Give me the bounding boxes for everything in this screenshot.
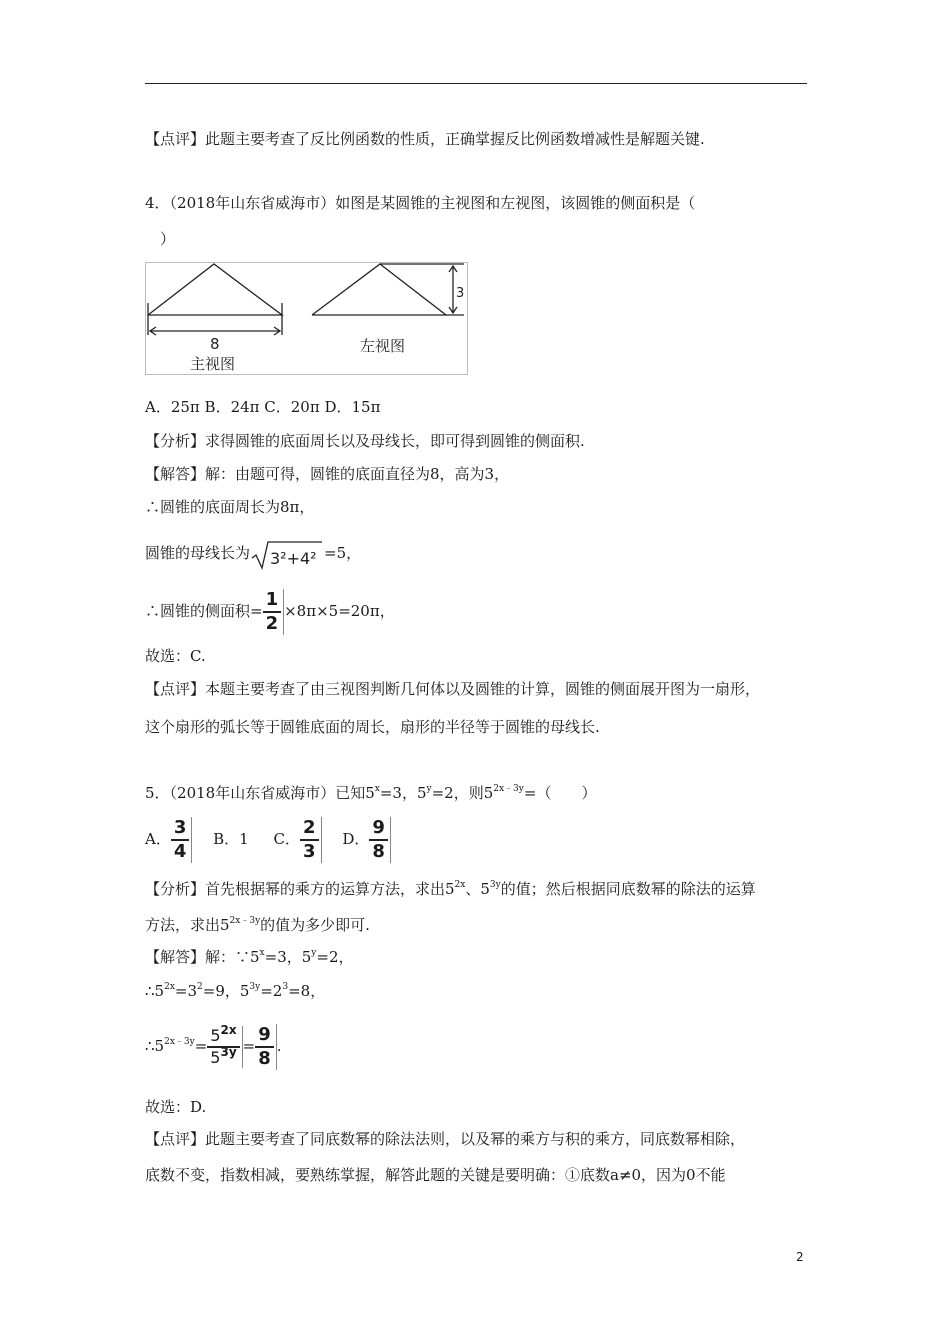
- q5-stem-sup1: x: [374, 784, 380, 794]
- q5-answer-l1-suffix: =2，: [316, 948, 354, 966]
- q5-analysis-l1-prefix: 【分析】首先根据幂的乘方的运算方法，求出5: [145, 880, 455, 898]
- q5-answer-l2-sup4: 3: [282, 982, 289, 992]
- side-view-label: 左视图: [360, 337, 406, 355]
- power-quotient-den: [207, 1044, 239, 1068]
- option-c-label: C．: [273, 830, 300, 848]
- q5-answer-l3-a: ∴5: [145, 1037, 165, 1055]
- q4-answer-line2: ∴圆锥的底面周长为8π，: [145, 498, 315, 516]
- q5-answer-l2-c: =9，5: [202, 982, 250, 1000]
- option-a-den: 4: [173, 840, 187, 862]
- q5-answer-l2-b: =3: [174, 982, 198, 1000]
- side-dim-label: 3: [456, 286, 465, 301]
- option-c-den: 3: [303, 840, 316, 862]
- q5-answer-l2-sup1: 2x: [164, 982, 175, 992]
- q5-analysis-line2: [145, 914, 370, 936]
- result-den: 8: [258, 1047, 271, 1069]
- q5-answer-line2: [145, 980, 325, 1002]
- q5-analysis-line1: [145, 878, 756, 900]
- cone-views-diagram: [146, 263, 467, 374]
- front-view: [148, 264, 282, 335]
- q4-figure: [145, 262, 468, 375]
- lateral-area-prefix: ∴圆锥的侧面积=: [145, 602, 263, 620]
- sqrt-radicand: 3²+4²: [270, 548, 317, 568]
- q5-answer-l1-mid: =3，5: [264, 948, 312, 966]
- q4-stem-line1: 4．（2018年山东省威海市）如图是某圆锥的主视图和左视图，该圆锥的侧面积是（: [145, 194, 696, 212]
- q5-comment-line2: 底数不变，指数相减，要熟练掌握，解答此题的关键是要明确：①底数a≠0，因为0不能: [145, 1166, 726, 1184]
- q5-comment-line1: 【点评】此题主要考查了同底数幂的除法法则，以及幂的乘方与积的乘方，同底数幂相除，: [145, 1130, 746, 1148]
- q5-analysis-l1-sup2: 3y: [489, 880, 501, 890]
- q5-stem-mid1: =3，5: [379, 784, 427, 802]
- q5-answer-l3-c: =: [242, 1037, 256, 1055]
- option-c-num: 2: [303, 817, 316, 839]
- option-a-num: 3: [173, 817, 187, 839]
- q4-comment-line1: 【点评】本题主要考查了由三视图判断几何体以及圆锥的计算，圆锥的侧面展开图为一扇形，: [145, 680, 761, 698]
- q5-answer-l2-e: =8，: [288, 982, 326, 1000]
- q5-answer-l1-sup2: y: [311, 948, 317, 958]
- sqrt-sign: [250, 540, 324, 570]
- option-d-den: 8: [372, 840, 385, 862]
- q5-choice: 故选：D.: [145, 1098, 207, 1116]
- option-c-fraction: [300, 817, 322, 863]
- q4-answer-line4: [145, 588, 395, 635]
- q5-answer-l2-d: =2: [260, 982, 283, 1000]
- q4-answer-line1: 【解答】解：由题可得，圆锥的底面直径为8，高为3，: [145, 465, 510, 483]
- q5-answer-l1-sup1: x: [259, 948, 265, 958]
- page-number: 2: [796, 1250, 804, 1264]
- q4-answer-line3: [145, 538, 361, 570]
- power-quotient-fraction: [207, 1023, 242, 1068]
- power-num-base: 5: [210, 1026, 221, 1046]
- q5-stem-prefix: 5．（2018年山东省威海市）已知5: [145, 784, 375, 802]
- q5-answer-l1-prefix: 【解答】解：∵5: [145, 948, 260, 966]
- q4-analysis: 【分析】求得圆锥的底面周长以及母线长，即可得到圆锥的侧面积.: [145, 432, 585, 450]
- power-num-exp: 2x: [220, 1023, 237, 1038]
- power-den-base: 5: [210, 1047, 221, 1067]
- q5-analysis-l2-sup: 2x﹣3y: [229, 916, 261, 926]
- q5-answer-line1: [145, 946, 354, 968]
- option-d-fraction: [369, 817, 391, 863]
- q5-stem-sup2: y: [426, 784, 432, 794]
- q5-answer-l3-sup: 2x﹣3y: [164, 1037, 195, 1047]
- q5-answer-l3-end: .: [276, 1037, 282, 1055]
- q5-stem-sup3: 2x﹣3y: [493, 784, 524, 794]
- q5-stem-mid2: =2，则5: [431, 784, 494, 802]
- q5-options: [145, 816, 391, 863]
- result-fraction: [255, 1024, 277, 1070]
- option-b: B．1: [213, 830, 249, 848]
- q5-analysis-l1-suffix: 的值；然后根据同底数幂的除法的运算: [500, 880, 756, 898]
- slant-height-prefix: 圆锥的母线长为: [145, 544, 251, 562]
- option-d-label: D．: [342, 830, 370, 848]
- q5-analysis-l2-prefix: 方法，求出5: [145, 916, 230, 934]
- slant-height-suffix: =5，: [324, 544, 362, 562]
- power-quotient-num: [207, 1023, 239, 1046]
- front-dim-label: 8: [210, 335, 220, 353]
- q5-answer-l2-a: ∴5: [145, 982, 165, 1000]
- side-view: [312, 264, 464, 315]
- front-view-label: 主视图: [190, 355, 236, 373]
- q4-comment-line2: 这个扇形的弧长等于圆锥底面的周长，扇形的半径等于圆锥的母线长.: [145, 718, 600, 736]
- q5-answer-l2-sup3: 3y: [249, 982, 261, 992]
- q5-answer-l2-sup2: 2: [197, 982, 203, 992]
- header-rule: [145, 83, 807, 84]
- q5-stem: [145, 782, 596, 804]
- fraction-denominator: 2: [265, 612, 279, 634]
- q5-analysis-l1-sup1: 2x: [454, 880, 466, 890]
- q5-stem-suffix: =（ ）: [523, 784, 597, 802]
- q5-analysis-l2-suffix: 的值为多少即可.: [260, 916, 370, 934]
- q3-comment: 【点评】此题主要考查了反比例函数的性质，正确掌握反比例函数增减性是解题关键.: [145, 130, 705, 148]
- q4-options: A．25π B．24π C．20π D．15π: [145, 398, 381, 416]
- fraction-numerator: 1: [265, 589, 279, 611]
- power-den-exp: 3y: [220, 1044, 237, 1059]
- result-num: 9: [258, 1024, 271, 1046]
- q5-answer-line3: [145, 1020, 282, 1072]
- option-d-num: 9: [372, 817, 385, 839]
- option-a-fraction: [171, 817, 193, 863]
- half-fraction: [263, 589, 285, 635]
- lateral-area-suffix: ×8π×5=20π，: [284, 602, 395, 620]
- q5-answer-l3-b: =: [194, 1037, 208, 1055]
- q4-choice: 故选：C.: [145, 647, 206, 665]
- sqrt-expression: [250, 538, 324, 570]
- q5-analysis-l1-mid: 、5: [465, 880, 490, 898]
- option-a-label: A．: [145, 830, 171, 848]
- q4-stem-line2: ）: [160, 230, 176, 248]
